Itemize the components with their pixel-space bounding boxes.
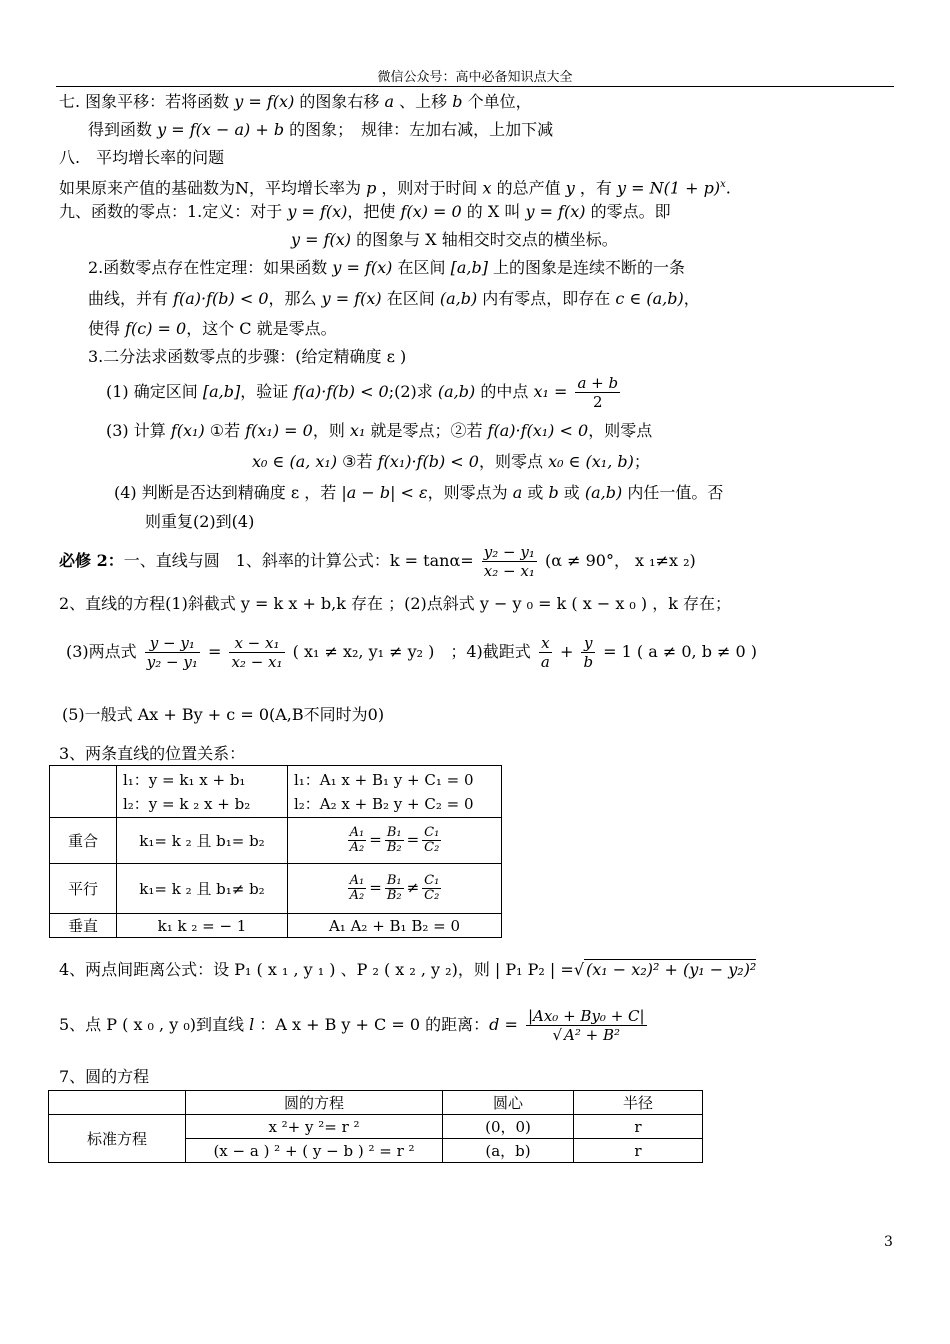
general-form-header: l₁：A₁ x + B₁ y + C₁ = 0 l₂：A₂ x + B₂ y + C₂ = 0 [288, 766, 502, 818]
header-rule [56, 86, 894, 87]
sec9-p3-title: 3.二分法求函数零点的步骤：(给定精确度 ε ) [88, 347, 407, 366]
table-row [50, 818, 502, 864]
line-equation-forms: 2、直线的方程(1)斜截式 y = k x + b,k 存在 ；(2)点斜式 y − y ₀ = k ( x − x ₀ ) ，k 存在； [59, 594, 732, 613]
bisection-step4-line2: 则重复(2)到(4) [145, 512, 255, 531]
two-lines-relation-table [49, 765, 502, 938]
sec9-p2-line2: 曲线，并有 f(a)·f(b) < 0，那么 y = f(x) 在区间 (a,b) 内有零点，即存在 c ∈ (a,b)， [88, 289, 700, 308]
row-label: 重合 [50, 818, 117, 864]
circle-center: (a，b) [443, 1139, 574, 1163]
sec9-line2: y = f(x) 的图象与 X 轴相交时交点的横坐标。 [291, 230, 618, 249]
slope-form-header: l₁：y = k₁ x + b₁ l₂：y = k ₂ x + b₂ [117, 766, 288, 818]
general-form: (5)一般式 Ax + By + c = 0(A,B不同时为0) [62, 705, 385, 724]
row-label: 垂直 [50, 914, 117, 938]
sec8-line1: 如果原来产值的基础数为N，平均增长率为 p ，则对于时间 x 的总产值 y ，有 $y = N(1 + p)^x$. [59, 178, 731, 198]
circle-eq: x ²+ y ²= r ² [186, 1115, 443, 1139]
two-lines-relation-title: 3、两条直线的位置关系： [59, 744, 246, 763]
table-row [50, 914, 502, 938]
circle-center: (0，0) [443, 1115, 574, 1139]
circle-header-empty [49, 1091, 186, 1115]
slope-formula-line: 必修 2：一、直线与圆 1、斜率的计算公式：k = tanα= $\frac{\text{y₂ − y₁}}{\text{x₂ − x₁}}$ (α ≠ 90°， x ₁≠x ₂) [59, 543, 696, 580]
circle-radius: r [574, 1115, 703, 1139]
circle-title: 7、圆的方程 [59, 1067, 150, 1086]
sec9-line1: 九、函数的零点：1.定义：对于 y = f(x)，把使 f(x) = 0 的 X 叫 y = f(x) 的零点。即 [59, 202, 671, 221]
distance-formula: 4、两点间距离公式：设 P₁ ( x ₁ , y ₁ ) 、P ₂ ( x ₂ , y ₂)，则 | P₁ P₂ | =√ (x₁ − x₂)² + (y₁ − y₂)² [59, 960, 757, 979]
row-abc-condition: A₁ A₂ + B₁ B₂ = 0 [288, 914, 502, 938]
circle-equation-table [48, 1090, 703, 1163]
bisection-step3-line2: x₀ ∈ (a, x₁) ③若 f(x₁)·f(b) < 0，则零点 x₀ ∈ (x₁, b)； [252, 452, 650, 471]
sec9-p2-line1: 2.函数零点存在性定理：如果函数 y = f(x) 在区间 [a,b] 上的图象是连续不断的一条 [88, 258, 686, 277]
table-row [49, 1115, 703, 1139]
table-row [50, 864, 502, 914]
row-k-condition: k₁= k ₂ 且 b₁≠ b₂ [117, 864, 288, 914]
circle-header-equation: 圆的方程 [186, 1091, 443, 1115]
sec7-line1: 七. 图象平移：若将函数 y = f(x) 的图象右移 a 、上移 b 个单位， [59, 92, 532, 111]
bisection-step1: (1) 确定区间 [a,b]，验证 f(a)·f(b) < 0;(2)求 (a,b) 的中点 x₁ = $\frac{a + b}{2}$ [106, 374, 619, 411]
bisection-step3-line1: (3) 计算 f(x₁) ①若 f(x₁) = 0，则 x₁ 就是零点；②若 f(a)·f(x₁) < 0，则零点 [106, 421, 653, 440]
page-number: 3 [884, 1234, 893, 1250]
bisection-step4-line1: (4) 判断是否达到精确度 ε ，若 |a − b| < ε，则零点为 a 或 b 或 (a,b) 内任一值。否 [114, 483, 724, 502]
sec9-p2-line3: 使得 f(c) = 0，这个 C 就是零点。 [88, 319, 337, 338]
row-abc-condition: $\frac{\text{A₁}}{\text{A₂}}$ = $\frac{\text{B₁}}{\text{B₂}}$ = $\frac{\text{C₁}}{\text{C₂}}$ [288, 818, 502, 864]
sec7-line2: 得到函数 y = f(x − a) + b 的图象； 规律：左加右减，上加下减 [88, 120, 554, 139]
circle-row-label: 标准方程 [49, 1115, 186, 1163]
row-abc-condition: $\frac{\text{A₁}}{\text{A₂}}$ = $\frac{\text{B₁}}{\text{B₂}}$ ≠ $\frac{\text{C₁}}{\text{C₂}}$ [288, 864, 502, 914]
row-k-condition: k₁= k ₂ 且 b₁= b₂ [117, 818, 288, 864]
circle-header-radius: 半径 [574, 1091, 703, 1115]
row-label: 平行 [50, 864, 117, 914]
table-corner-cell [50, 766, 117, 818]
circle-eq: (x − a ) ² + ( y − b ) ² = r ² [186, 1139, 443, 1163]
point-line-distance: 5、点 P ( x ₀ , y ₀)到直线 l ：A x + B y + C = 0 的距离：d = $\frac{\text{|Ax₀ + By₀ + C|}}{\text{√ A² + B²}}$ [59, 1007, 645, 1044]
two-point-intercept-forms: (3)两点式 $\frac{\text{y − y₁}}{\text{y₂ − y₁}}$ = $\frac{\text{x − x₁}}{\text{x₂ − x₁}}$ ( x₁ ≠ x₂, y₁ ≠ y₂ ) ；4)截距式 $\frac{x}{a}$ + $\frac{y}{b}$ = 1 ( a ≠ 0, b ≠ 0 ) [66, 634, 758, 671]
page-header: 微信公众号：高中必备知识点大全 [377, 70, 573, 85]
circle-header-center: 圆心 [443, 1091, 574, 1115]
row-k-condition: k₁ k ₂ = − 1 [117, 914, 288, 938]
sec8-title: 八. 平均增长率的问题 [59, 148, 225, 167]
circle-radius: r [574, 1139, 703, 1163]
